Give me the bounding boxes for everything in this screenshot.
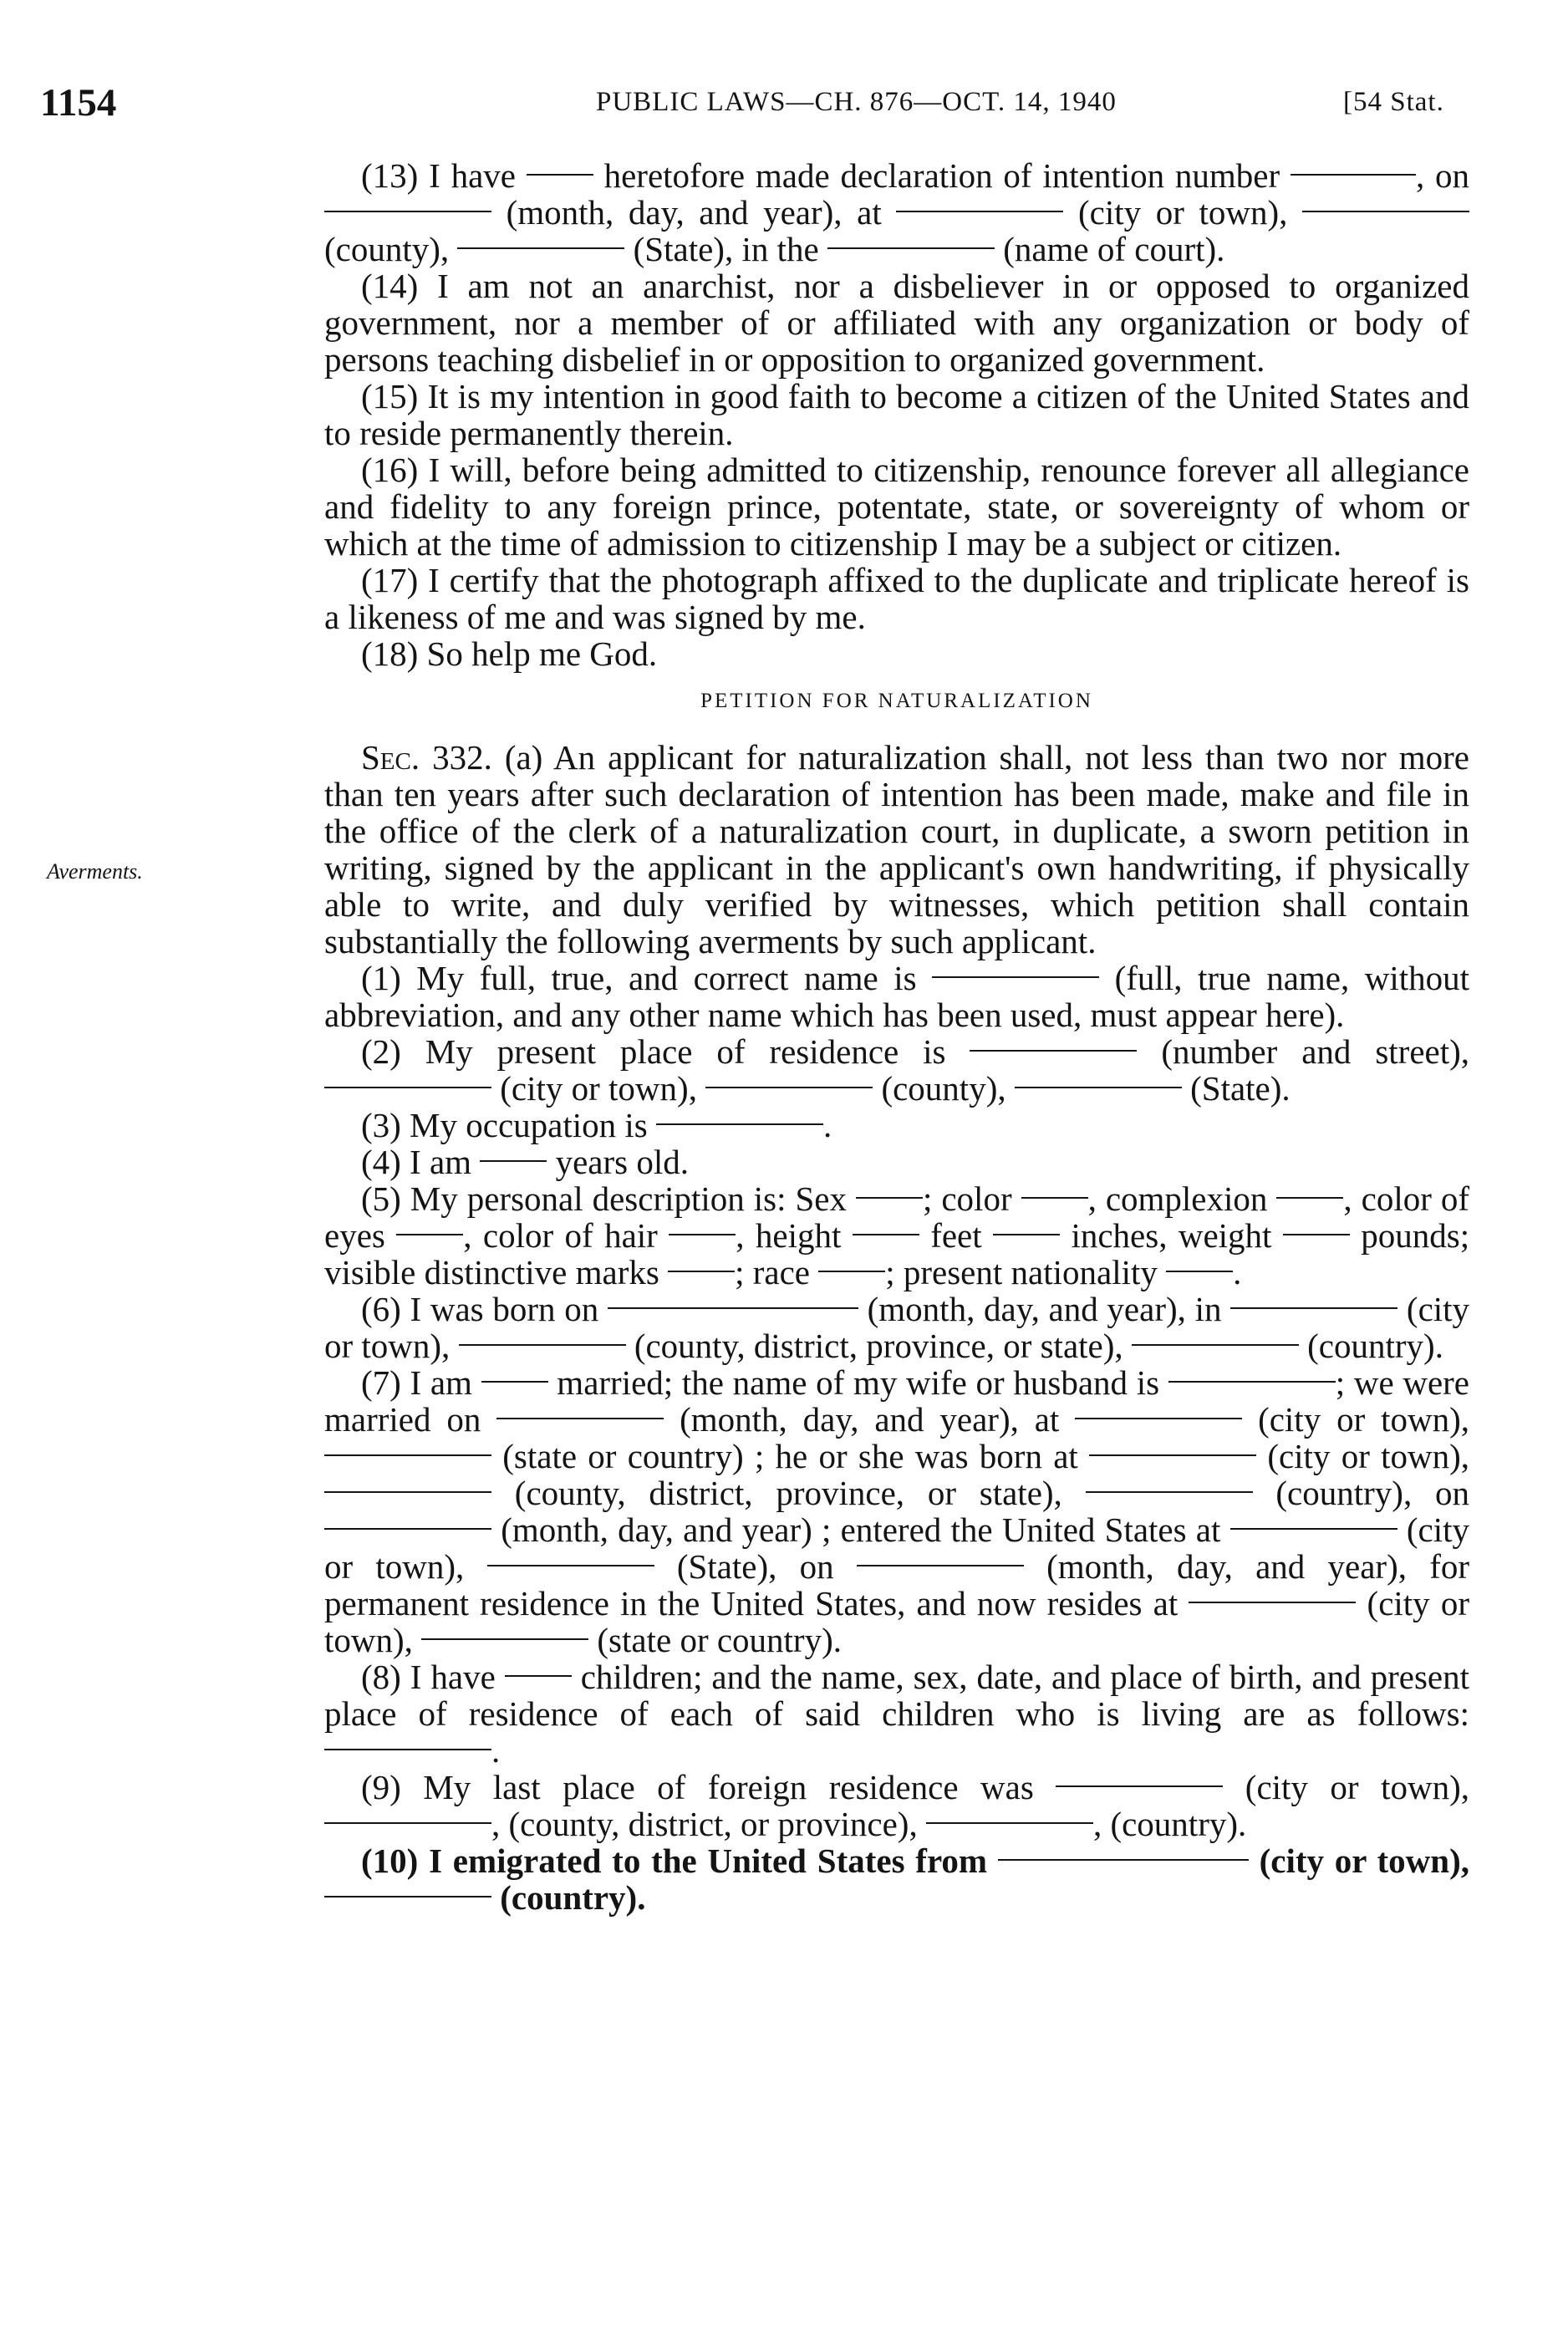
blank-line — [396, 1234, 463, 1235]
blank-line — [324, 1896, 491, 1897]
blank-line — [527, 174, 593, 176]
averment-1: (1) My full, true, and correct name is (full, true name, without abbreviation, and any other name which has been used, must appear here). — [324, 959, 1470, 1034]
blank-line — [668, 1271, 735, 1272]
section-332: Sec. 332. (a) An applicant for naturalization shall, not less than two nor more than ten years after such declaration of intention has been made, make and file in the office of the clerk of a naturalization court, in duplicate, a sworn petition in writing, signed by the applicant in the applicant's own handwriting, if physically able to write, and duly verified by witnesses, which petition shall contain substantially the following averments by such applicant. — [324, 738, 1470, 960]
averment-2: (2) My present place of residence is (number and street), (city or town), (county), (State). — [324, 1033, 1469, 1107]
averment-10: (10) I emigrated to the United States from (city or town), (country). — [324, 1842, 1469, 1916]
blank-line — [998, 1859, 1249, 1861]
blank-line — [896, 211, 1063, 212]
averment-9: (9) My last place of foreign residence was (city or town), , (county, district, or province), , (country). — [324, 1769, 1469, 1842]
blank-line — [853, 1234, 919, 1235]
blank-line — [1302, 211, 1469, 212]
averment-7: (7) I am married; the name of my wife or husband is ; we were married on (month, day, and year), at (city or town), (state or country) ; he or she was born at (city or town), (county, district, province, or state), (country), on (month, day, and year) ; entered the United States at (city or town), (State), on (month, day, and year), for permanent residence in the United States, and now resides at (city or town), (state or country). — [324, 1363, 1470, 1659]
running-head: PUBLIC LAWS—CH. 876—OCT. 14, 1940 — [596, 87, 1117, 117]
blank-line — [324, 1749, 491, 1750]
margin-note: Averments. — [47, 859, 143, 884]
blank-line — [1276, 1197, 1343, 1199]
blank-line — [1283, 1234, 1350, 1235]
statute-reference: [54 Stat. — [1343, 87, 1444, 117]
blank-line — [1132, 1344, 1299, 1346]
blank-line — [496, 1418, 664, 1419]
blank-line — [1189, 1602, 1356, 1603]
averment-8: (8) I have children; and the name, sex, date, and place of birth, and present place of residence of each of said children who is living are as follows: . — [324, 1658, 1469, 1770]
blank-line — [1086, 1491, 1253, 1493]
page-header — [0, 80, 1568, 130]
blank-line — [457, 247, 624, 249]
clause-18: (18) So help me God. — [361, 634, 658, 673]
blank-line — [324, 1454, 491, 1456]
document-body — [324, 157, 1469, 1916]
blank-line — [1015, 1087, 1182, 1088]
blank-line — [324, 1822, 491, 1824]
averment-6: (6) I was born on (month, day, and year), in (city or town), (county, district, province, or state), (country). — [324, 1290, 1470, 1365]
blank-line — [1166, 1271, 1233, 1272]
blank-line — [459, 1344, 626, 1346]
blank-line — [481, 1381, 548, 1383]
blank-line — [480, 1160, 547, 1162]
clause-13: (13) I have heretofore made declaration of intention number , on (month, day, and year), at (city or town), (county), (State), in the (name of court). — [324, 156, 1470, 268]
page-number: 1154 — [40, 81, 117, 125]
clause-15: (15) It is my intention in good faith to become a citizen of the United States and to reside permanently therein. — [324, 377, 1469, 452]
clause-14: (14) I am not an anarchist, nor a disbeliever in or opposed to organized government, nor a member of or affiliated with any organization or body of persons teaching disbelief in or opposition to organized government. — [324, 267, 1469, 379]
clause-17: (17) I certify that the photograph affixed to the duplicate and triplicate hereof is a likeness of me and was signed by me. — [324, 561, 1469, 636]
blank-line — [487, 1565, 654, 1566]
clause-16: (16) I will, before being admitted to citizenship, renounce forever all allegiance and fidelity to any foreign prince, potentate, state, or sovereignty of whom or which at the time of admission to citizenship I may be a subject or citizen. — [324, 451, 1469, 563]
averment-5: (5) My personal description is: Sex ; color , complexion , color of eyes , color of hair , height feet inches, weight pounds; visible distinctive marks ; race ; present nationality . — [324, 1179, 1470, 1291]
blank-line — [421, 1638, 588, 1640]
blank-line — [856, 1197, 923, 1199]
blank-line — [1291, 174, 1416, 176]
blank-line — [324, 1087, 491, 1088]
blank-line — [505, 1675, 572, 1677]
blank-line — [1230, 1307, 1397, 1309]
blank-line — [857, 1565, 1024, 1566]
section-heading: PETITION FOR NATURALIZATION — [700, 690, 1093, 712]
blank-line — [705, 1087, 873, 1088]
blank-line — [1089, 1454, 1256, 1456]
blank-line — [932, 976, 1099, 978]
blank-line — [827, 247, 995, 249]
blank-line — [1075, 1418, 1242, 1419]
blank-line — [1056, 1785, 1223, 1787]
blank-line — [608, 1307, 858, 1309]
averment-3: (3) My occupation is . — [361, 1106, 832, 1144]
blank-line — [324, 1528, 491, 1530]
blank-line — [656, 1123, 823, 1125]
averment-4: (4) I am years old. — [361, 1143, 689, 1181]
blank-line — [669, 1234, 736, 1235]
section-label: Sec. 332. — [361, 738, 492, 777]
blank-line — [1021, 1197, 1088, 1199]
blank-line — [818, 1271, 885, 1272]
blank-line — [970, 1050, 1137, 1052]
blank-line — [1168, 1381, 1336, 1383]
blank-line — [1230, 1528, 1397, 1530]
blank-line — [324, 1491, 491, 1493]
blank-line — [926, 1822, 1093, 1824]
blank-line — [993, 1234, 1060, 1235]
blank-line — [324, 211, 491, 212]
